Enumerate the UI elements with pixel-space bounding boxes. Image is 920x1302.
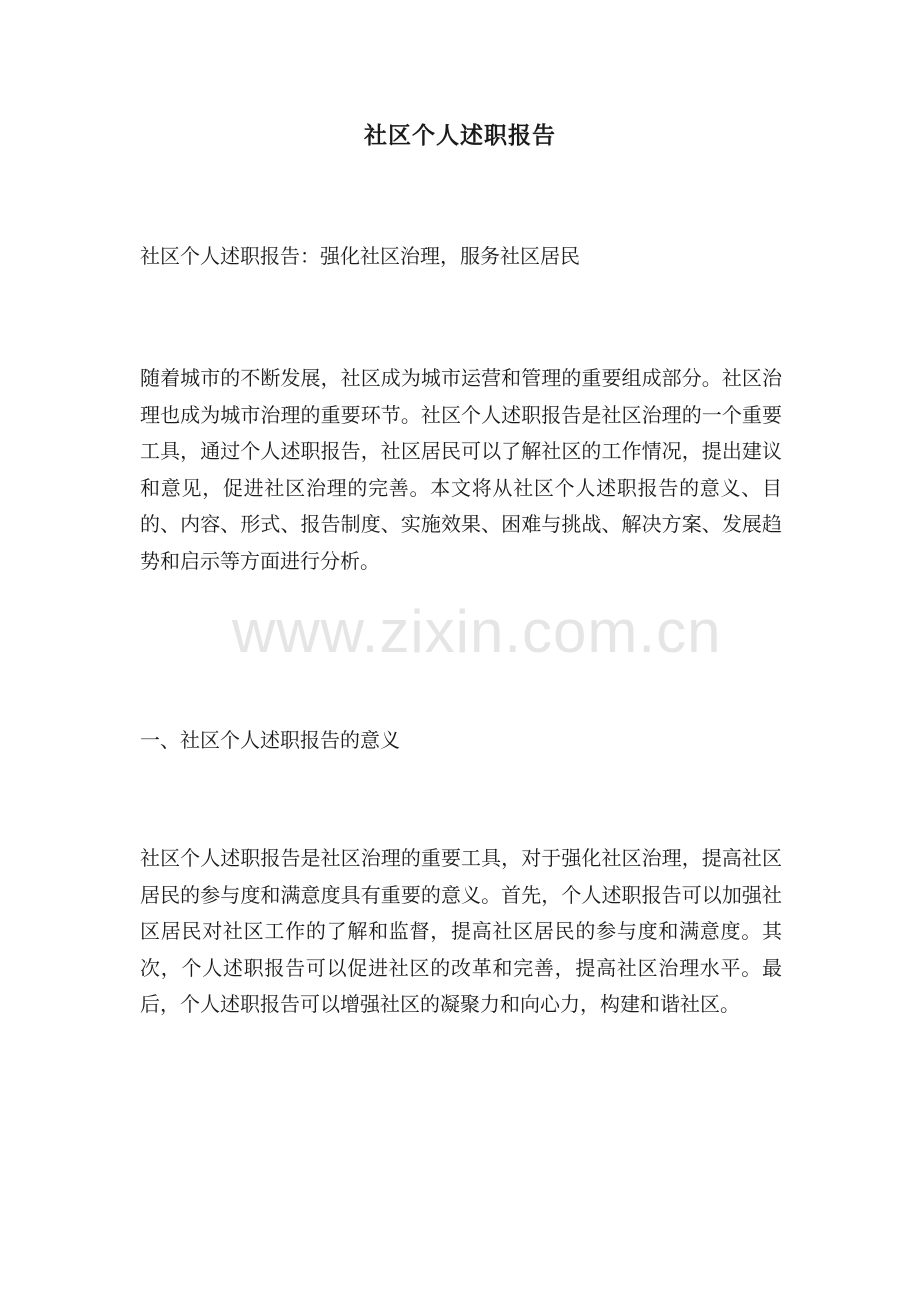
watermark-text: www.zixin.com.cn (232, 598, 722, 665)
section-heading: 一、社区个人述职报告的意义 (140, 728, 400, 752)
intro-paragraph: 随着城市的不断发展，社区成为城市运营和管理的重要组成部分。社区治理也成为城市治理的重要环节。社区个人述职报告是社区治理的一个重要工具，通过个人述职报告，社区居民可以了解社区的工作情况，提出建议和意见，促进社区治理的完善。本文将从社区个人述职报告的意义、目的、内容、形式、报告制度、实施效果、困难与挑战、解决方案、发展趋势和启示等方面进行分析。 (140, 366, 782, 573)
section-paragraph: 社区个人述职报告是社区治理的重要工具，对于强化社区治理，提高社区居民的参与度和满意度具有重要的意义。首先，个人述职报告可以加强社区居民对社区工作的了解和监督，提高社区居民的参与度和满意度。其次，个人述职报告可以促进社区的改革和完善，提高社区治理水平。最后，个人述职报告可以增强社区的凝聚力和向心力，构建和谐社区。 (140, 846, 782, 1016)
document-subtitle: 社区个人述职报告：强化社区治理，服务社区居民 (140, 244, 580, 268)
document-title: 社区个人述职报告 (364, 122, 556, 149)
